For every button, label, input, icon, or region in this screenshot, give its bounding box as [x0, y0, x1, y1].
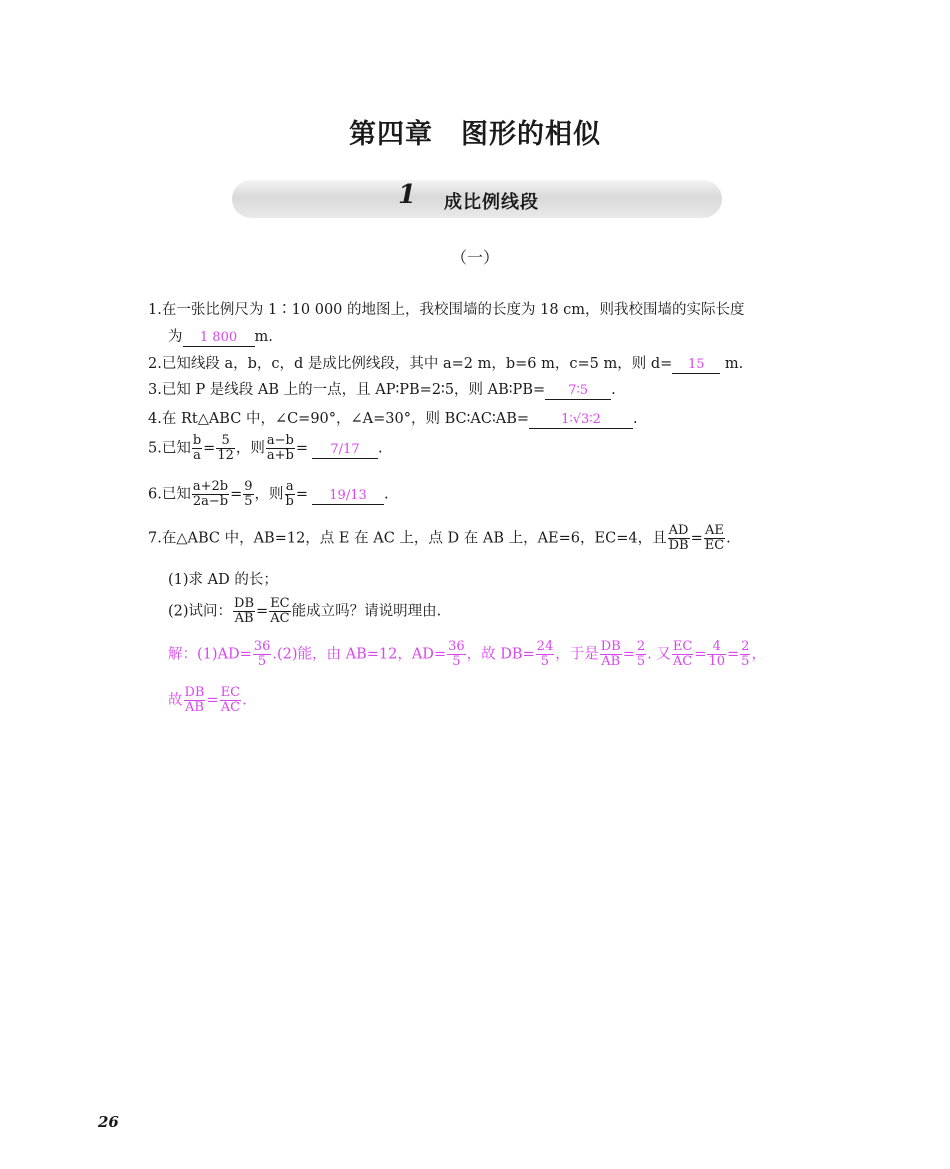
- question-5-lead: 5.已知: [148, 440, 191, 457]
- question-1-text: 1.在一张比例尺为 1∶10 000 的地图上，我校围墙的长度为 18 cm，则我校围墙的实际长度: [148, 302, 745, 318]
- question-6-fraction-1: $\frac{a+2b}{2a-b}$: [192, 479, 229, 509]
- solution-fraction: $\frac{DB}{AB}$: [600, 639, 621, 669]
- solution-line-1: 解：(1)AD= $\frac{36}{5}$ .(2)能，由 AB=12，AD= $\frac{36}{5}$ ，故 DB= $\frac{24}{5}$ ，于是 $\frac{DB}{AB}$ = $\frac{2}{5}$ . 又 $\frac{EC}{AC}$ = $\frac{4}{10}$ = $\frac{2}{5}$ ，: [168, 639, 766, 669]
- question-6-lead: 6.已知: [148, 486, 191, 503]
- question-5-answer: 7/17: [312, 442, 378, 459]
- question-7-fraction-1: $\frac{AD}{DB}$: [668, 523, 689, 553]
- question-4: [148, 407, 638, 429]
- question-4-end: .: [633, 411, 638, 427]
- chapter-title: [0, 112, 950, 151]
- question-6: 6.已知 $\frac{a+2b}{2a-b}$ = $\frac{9}{5}$ ，则 $\frac{a}{b}$ = 19/13 .: [148, 479, 389, 509]
- section-number: 1: [398, 180, 417, 210]
- question-5-fraction-1: $\frac{b}{a}$: [192, 433, 202, 463]
- question-6-fraction-3: $\frac{a}{b}$: [285, 479, 294, 509]
- question-2: [148, 352, 743, 374]
- question-1: [148, 298, 745, 319]
- question-4-answer: 1∶√3∶2: [529, 412, 633, 429]
- solution-fraction: $\frac{4}{10}$: [708, 639, 725, 669]
- question-7-part-2-fraction-1: $\frac{DB}{AB}$: [234, 596, 255, 626]
- question-2-answer: 15: [672, 357, 720, 374]
- solution-fraction: $\frac{24}{5}$: [536, 639, 554, 669]
- part-label: （一）: [450, 248, 499, 267]
- question-7: 7.在△ABC 中，AB=12，点 E 在 AC 上，点 D 在 AB 上，AE=6，EC=4，且 $\frac{AD}{DB}$ = $\frac{AE}{EC}$ .: [148, 523, 731, 553]
- page-number: 26: [98, 1113, 119, 1131]
- solution-fraction: $\frac{36}{5}$: [253, 639, 271, 669]
- solution-fraction: $\frac{DB}{AB}$: [184, 685, 205, 715]
- section-title: 成比例线段: [444, 192, 539, 213]
- solution-line-2: 故 $\frac{DB}{AB}$ = $\frac{EC}{AC}$ .: [168, 685, 247, 715]
- solution-fraction: $\frac{36}{5}$: [448, 639, 465, 669]
- question-3: [148, 378, 616, 400]
- question-1-answer: 1 800: [183, 330, 255, 347]
- question-1-unit: m.: [254, 329, 273, 345]
- question-2-unit: m.: [724, 356, 744, 372]
- question-4-text: 4.在 Rt△ABC 中，∠C=90°，∠A=30°，则 BC∶AC∶AB=: [148, 411, 530, 427]
- question-1-cont: [168, 325, 273, 347]
- question-3-end: .: [611, 382, 616, 398]
- solution-fraction: $\frac{EC}{AC}$: [220, 685, 241, 715]
- question-7-part-2: (2)试问： $\frac{DB}{AB}$ = $\frac{EC}{AC}$ 能成立吗？请说明理由.: [168, 596, 442, 626]
- solution-fraction: $\frac{2}{5}$: [741, 639, 750, 669]
- question-6-fraction-2: $\frac{9}{5}$: [244, 479, 253, 509]
- question-7-part-2-fraction-2: $\frac{EC}{AC}$: [270, 596, 290, 626]
- question-6-answer: 19/13: [312, 488, 384, 505]
- question-5-fraction-3: $\frac{a-b}{a+b}$: [266, 433, 294, 463]
- chapter-number: 第四章: [349, 119, 433, 150]
- question-5-fraction-2: $\frac{5}{12}$: [217, 433, 234, 463]
- question-7-fraction-2: $\frac{AE}{EC}$: [704, 523, 725, 553]
- question-3-answer: 7∶5: [545, 383, 611, 400]
- solution-fraction: $\frac{2}{5}$: [636, 639, 646, 669]
- chapter-name: 图形的相似: [461, 119, 601, 150]
- solution-fraction: $\frac{EC}{AC}$: [672, 639, 693, 669]
- question-3-text: 3.已知 P 是线段 AB 上的一点，且 AP∶PB=2∶5，则 AB∶PB=: [148, 382, 546, 398]
- question-7-part-1: (1)求 AD 的长；: [168, 572, 278, 588]
- question-1-lead: 为: [168, 329, 183, 345]
- question-7-text: 7.在△ABC 中，AB=12，点 E 在 AC 上，点 D 在 AB 上，AE=6，EC=4，且: [148, 530, 667, 547]
- question-5: 5.已知 $\frac{b}{a}$ = $\frac{5}{12}$ ，则 $\frac{a-b}{a+b}$ = 7/17 .: [148, 433, 383, 463]
- question-2-text: 2.已知线段 a，b，c，d 是成比例线段，其中 a=2 m，b=6 m，c=5 m，则 d=: [148, 356, 673, 372]
